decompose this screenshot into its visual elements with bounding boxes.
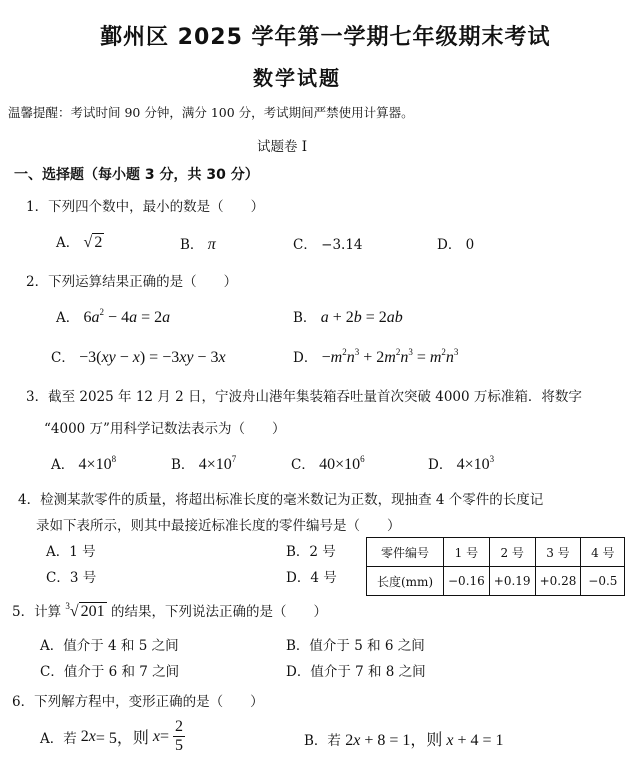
q5-cube-root: $^3$√ 201 [65,601,105,620]
question-5-stem [12,600,327,621]
q1-option-d-value: 0 [465,237,475,253]
q6-option-b-math: 2x + 8 = 1，则 x + 4 = 1 [345,732,504,749]
q2-option-a [56,306,170,327]
q2-option-c-label: C． [51,350,75,366]
q1-option-b-label: B． [180,237,204,253]
q1-option-c-value: −3.14 [321,237,363,253]
table-row [367,538,625,567]
q6-option-b-label: B．若 [304,733,341,749]
question-6-stem: 6．下列解方程中，变形正确的是（ ） [12,694,264,710]
q3-option-a [51,453,116,474]
table-cell: 1 号 [444,538,490,567]
q2-option-b [293,306,403,327]
q2-option-d [293,346,458,367]
q1-option-a-label: A． [56,235,80,251]
question-2-stem: 2．下列运算结果正确的是（ ） [26,274,238,290]
question-4-stem-line2: 录如下表所示，则其中最接近标准长度的零件编号是（ ） [36,518,401,534]
q2-option-d-math: $-m^2n^3 + 2m^2n^3 = m^2n^3$ [321,347,459,366]
table-cell: +0.19 [489,567,535,596]
table-header-label: 零件编号 [367,538,444,567]
exam-subtitle: 数学试题 [253,66,341,90]
question-4-stem-line1: 4．检测某款零件的质量，将超出标准长度的毫米数记为正数，现抽查 4 个零件的长度记 [18,492,544,508]
q1-option-c [293,233,363,253]
q2-option-d-label: D． [293,350,318,366]
table-cell: +0.28 [535,567,581,596]
question-1-stem: 1．下列四个数中，最小的数是（ ） [26,199,265,215]
q1-option-a [56,231,104,252]
q6-option-b [304,727,504,750]
table-cell: 4 号 [581,538,625,567]
q6-option-a-label: A．若 [40,730,77,747]
q1-option-d [437,233,474,253]
table-cell: −0.16 [444,567,490,596]
q1-option-b-value: π [207,236,216,253]
q1-option-a-math: √ 2 [83,234,103,251]
table-cell: 3 号 [535,538,581,567]
parts-length-table [366,537,625,596]
exam-title: 鄞州区 2025 学年第一学期七年级期末考试 [100,25,551,50]
paper-label: 试题卷 I [257,139,308,155]
q3-option-d-math: $4\times 10^3$ [456,454,495,473]
q3-option-c-math: $40\times 10^6$ [319,454,365,473]
q6-option-a [40,718,185,755]
question-3-stem-line1: 3．截至 2025 年 12 月 2 日，宁波舟山港年集装箱吞吐量首次突破 4000 万标准箱．将数字 [26,389,582,405]
q3-option-d-label: D． [428,457,453,473]
q3-option-a-label: A． [51,457,75,473]
q2-option-a-math: $6a^2 - 4a = 2a$ [83,307,171,326]
q2-option-b-math: a + 2b = 2ab [320,309,403,326]
q5-option-d: D．值介于 7 和 8 之间 [286,664,426,680]
q3-option-b-math: $4\times 10^7$ [198,454,237,473]
q2-option-c-math: −3(xy − x) = −3xy − 3x [79,349,226,366]
q4-option-c: C．3 号 [46,570,97,586]
q3-option-c-label: C． [291,457,315,473]
q4-option-a: A．1 号 [46,544,96,560]
q5-option-c: C．值介于 6 和 7 之间 [40,664,180,680]
q3-option-c [291,453,365,474]
q2-option-a-label: A． [56,310,80,326]
exam-notice: 温馨提醒：考试时间 90 分钟，满分 100 分，考试期间严禁使用计算器。 [8,105,414,120]
q5-option-a: A．值介于 4 和 5 之间 [40,638,179,654]
q3-option-a-math: $4\times 10^8$ [78,454,117,473]
q3-option-d [428,453,494,474]
q2-option-c [51,346,226,367]
q1-option-b [180,233,216,254]
q3-option-b [171,453,236,474]
q3-option-b-label: B． [171,457,195,473]
q6-option-a-math: 2 x = 5，则 x = $\frac{2}{5}$ [76,718,184,754]
q5-option-b: B．值介于 5 和 6 之间 [286,638,425,654]
table-cell: −0.5 [581,567,625,596]
table-row-label: 长度(mm) [367,567,444,596]
q2-option-b-label: B． [293,310,317,326]
table-row [367,567,625,596]
q4-option-d: D．4 号 [286,570,337,586]
section-heading: 一、选择题（每小题 3 分，共 30 分） [14,167,259,183]
q5-stem-prefix: 5．计算 [12,604,62,620]
q4-option-b: B．2 号 [286,544,336,560]
question-3-stem-line2: “4000 万”用科学记数法表示为（ ） [44,421,286,437]
q5-stem-suffix: 的结果，下列说法正确的是（ ） [110,604,327,620]
q1-option-c-label: C． [293,237,317,253]
q1-option-d-label: D． [437,237,462,253]
table-cell: 2 号 [489,538,535,567]
